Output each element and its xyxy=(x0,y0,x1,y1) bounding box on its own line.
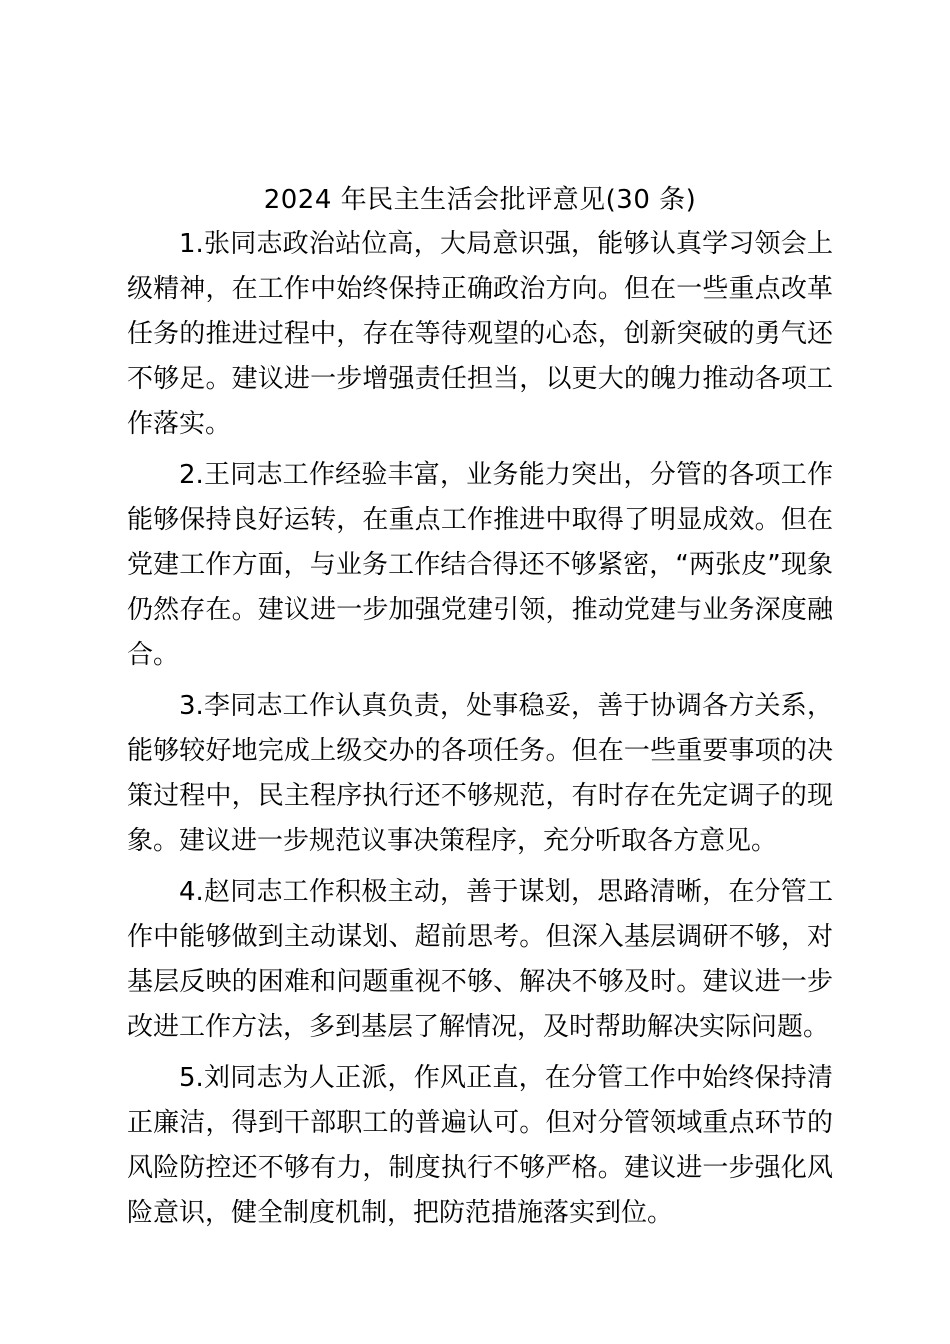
paragraph-3: 3.李同志工作认真负责，处事稳妥，善于协调各方关系，能够较好地完成上级交办的各项任务。但在一些重要事项的决策过程中，民主程序执行还不够规范，有时存在先定调子的现象。建议进一步规范议事决策程序，充分听取各方意见。 xyxy=(127,691,833,856)
paragraph-2: 2.王同志工作经验丰富，业务能力突出，分管的各项工作能够保持良好运转，在重点工作推进中取得了明显成效。但在党建工作方面，与业务工作结合得还不够紧密，“两张皮”现象仍然存在。建议进一步加强党建引领，推动党建与业务深度融合。 xyxy=(127,460,833,670)
document-title: 2024 年民主生活会批评意见(30 条) xyxy=(263,185,697,215)
paragraph-4: 4.赵同志工作积极主动，善于谋划，思路清晰，在分管工作中能够做到主动谋划、超前思考。但深入基层调研不够，对基层反映的困难和问题重视不够、解决不够及时。建议进一步改进工作方法，多到基层了解情况，及时帮助解决实际问题。 xyxy=(127,877,833,1042)
paragraph-1: 1.张同志政治站位高，大局意识强，能够认真学习领会上级精神，在工作中始终保持正确政治方向。但在一些重点改革任务的推进过程中，存在等待观望的心态，创新突破的勇气还不够足。建议进一步增强责任担当，以更大的魄力推动各项工作落实。 xyxy=(127,229,833,439)
paragraph-5: 5.刘同志为人正派，作风正直，在分管工作中始终保持清正廉洁，得到干部职工的普遍认可。但对分管领域重点环节的风险防控还不够有力，制度执行不够严格。建议进一步强化风险意识，健全制度机制，把防范措施落实到位。 xyxy=(127,1063,833,1228)
document-page xyxy=(127,178,833,1242)
